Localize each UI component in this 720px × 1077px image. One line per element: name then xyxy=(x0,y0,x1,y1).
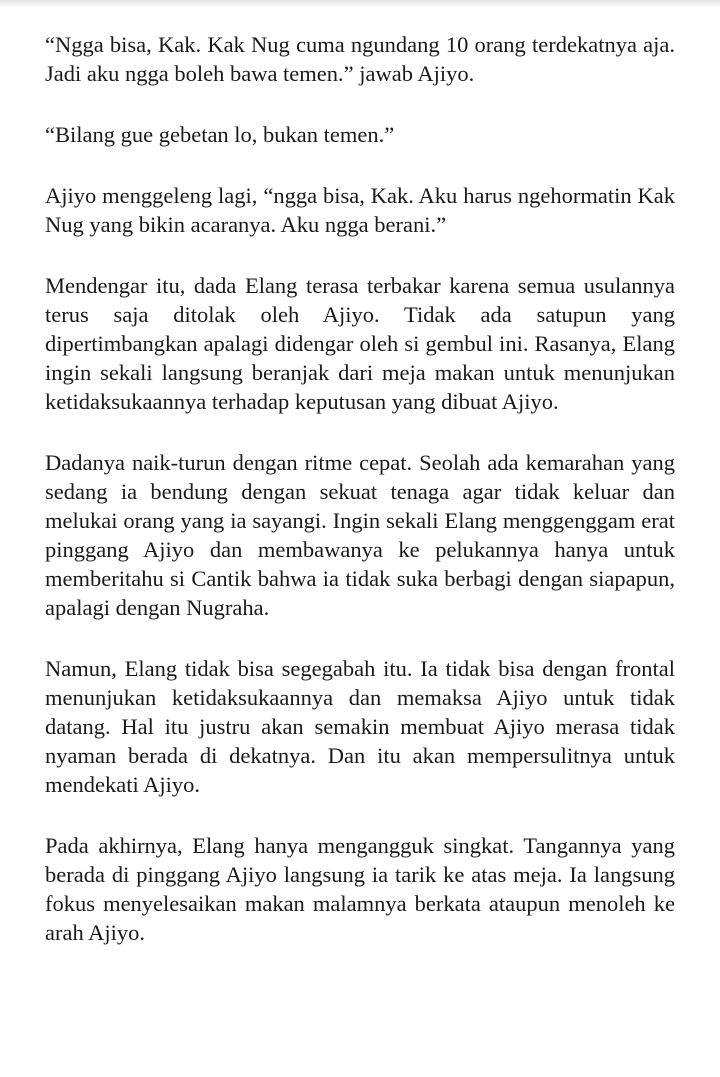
paragraph-3: Ajiyo menggeleng lagi, “ngga bisa, Kak. Aku harus ngehormatin Kak Nug yang bikin acaranya. Aku ngga berani.” xyxy=(45,183,675,237)
paragraph-1: “Ngga bisa, Kak. Kak Nug cuma ngundang 10 orang terdekatnya aja. Jadi aku ngga boleh bawa temen.” jawab Ajiyo. xyxy=(45,32,675,86)
paragraph-2: “Bilang gue gebetan lo, bukan temen.” xyxy=(45,122,395,147)
paragraph-7: Pada akhirnya, Elang hanya mengangguk singkat. Tangannya yang berada di pinggang Ajiyo langsung ia tarik ke atas meja. Ia langsung fokus menyelesaikan makan malamnya berkata ataupun menoleh ke arah Ajiyo. xyxy=(45,833,675,945)
paragraph-6: Namun, Elang tidak bisa segegabah itu. Ia tidak bisa dengan frontal menunjukan ketidaksukaannya dan memaksa Ajiyo untuk tidak datang. Hal itu justru akan semakin membuat Ajiyo merasa tidak nyaman berada di dekatnya. Dan itu akan mempersulitnya untuk mendekati Ajiyo. xyxy=(45,656,675,797)
paragraph-5: Dadanya naik-turun dengan ritme cepat. Seolah ada kemarahan yang sedang ia bendung dengan sekuat tenaga agar tidak keluar dan melukai orang yang ia sayangi. Ingin sekali Elang menggenggam erat pinggang Ajiyo dan membawanya ke pelukannya hanya untuk memberitahu si Cantik bahwa ia tidak suka berbagi dengan siapapun, apalagi dengan Nugraha. xyxy=(45,450,675,620)
top-edge-shadow xyxy=(0,0,720,8)
paragraph-4: Mendengar itu, dada Elang terasa terbakar karena semua usulannya terus saja ditolak oleh Ajiyo. Tidak ada satupun yang dipertimbangkan apalagi didengar oleh si gembul ini. Rasanya, Elang ingin sekali langsung beranjak dari meja makan untuk menunjukan ketidaksukaannya terhadap keputusan yang dibuat Ajiyo. xyxy=(45,273,675,414)
document-body xyxy=(45,30,675,947)
